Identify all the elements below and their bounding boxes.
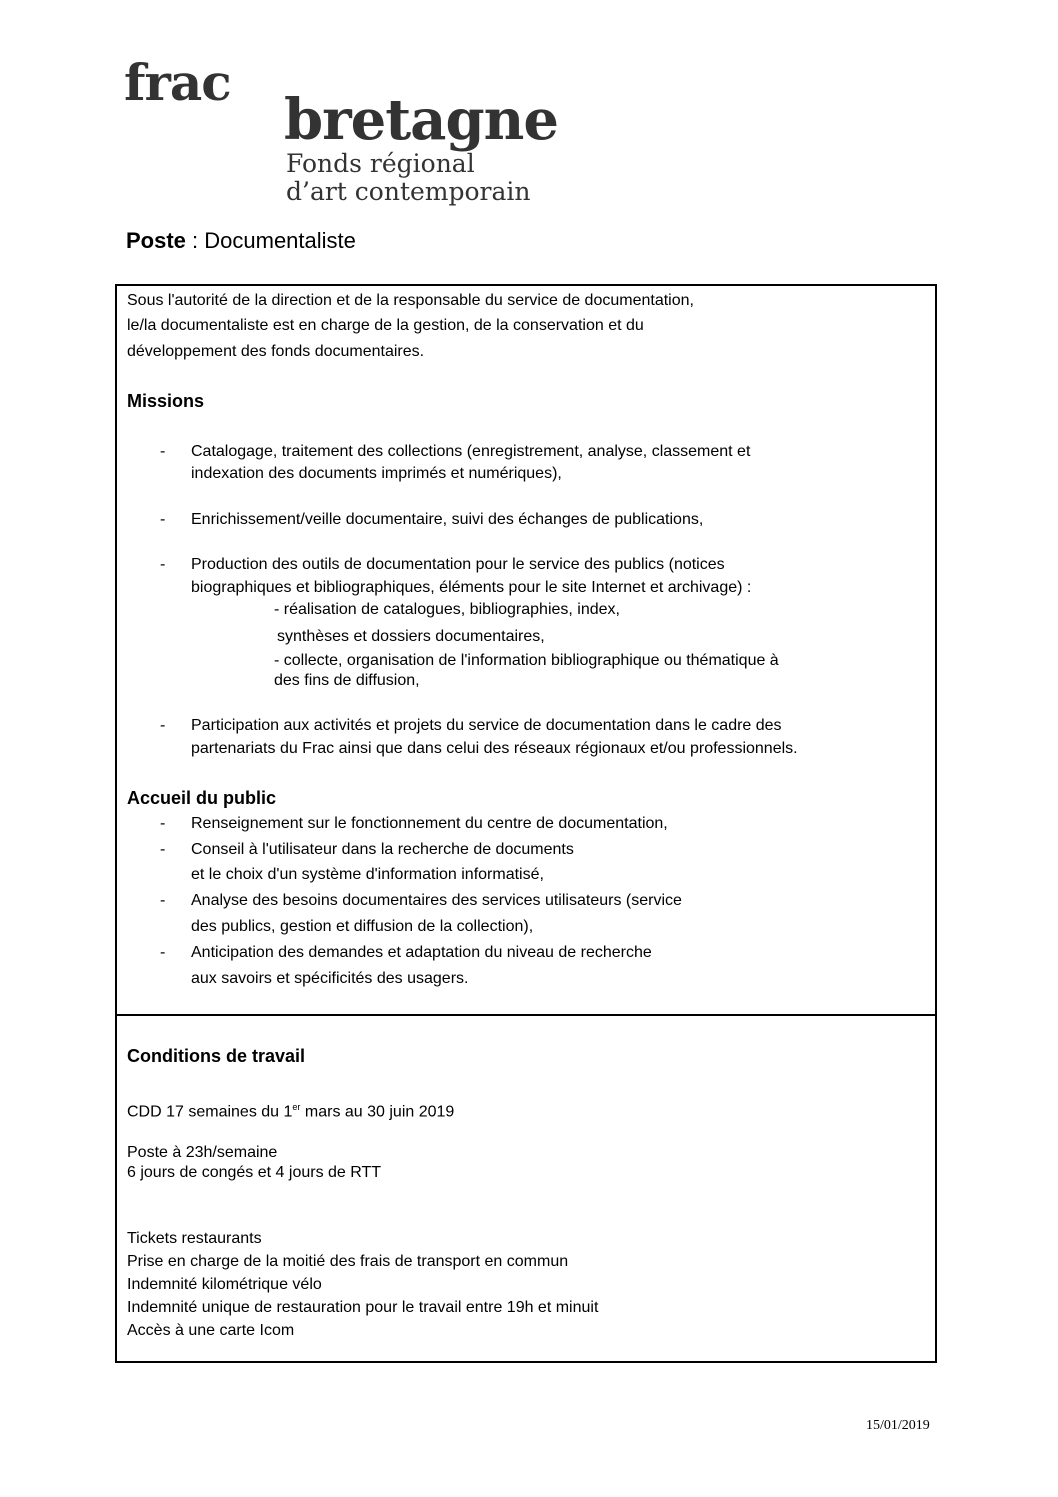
mission-line: partenariats du Frac ainsi que dans celui des réseaux régionaux et/ou professionnels.	[191, 740, 798, 757]
mission-subline: des fins de diffusion,	[274, 672, 420, 689]
accueil-line: Analyse des besoins documentaires des services utilisateurs (service	[191, 892, 682, 909]
mission-subline: - réalisation de catalogues, bibliographies, index,	[274, 601, 620, 618]
accueil-heading: Accueil du public	[127, 788, 277, 808]
job-description-box	[115, 284, 937, 1363]
bullet: -	[160, 556, 166, 573]
mission-line: Participation aux activités et projets du service de documentation dans le cadre des	[191, 717, 782, 734]
conditions-heading: Conditions de travail	[127, 1046, 306, 1066]
mission-subline: synthèses et dossiers documentaires,	[277, 628, 545, 645]
missions-heading: Missions	[127, 391, 205, 411]
accueil-line: Conseil à l'utilisateur dans la recherche de documents	[191, 841, 574, 858]
intro-line: développement des fonds documentaires.	[127, 343, 425, 360]
contract-sup: er	[292, 1102, 301, 1112]
bullet: -	[160, 841, 166, 858]
contract-text: CDD 17 semaines du 1	[127, 1103, 293, 1121]
mission-subline: - collecte, organisation de l'information bibliographique ou thématique à	[274, 652, 779, 669]
accueil-line: et le choix d'un système d'information informatisé,	[191, 866, 544, 883]
page-title	[126, 228, 356, 254]
intro-line: le/la documentaliste est en charge de la gestion, de la conservation et du	[127, 317, 644, 334]
accueil-line: Anticipation des demandes et adaptation du niveau de recherche	[191, 944, 652, 961]
bullet: -	[160, 944, 166, 961]
logo-frac: frac	[124, 53, 231, 112]
benefit-line: Tickets restaurants	[127, 1230, 262, 1247]
accueil-line: Renseignement sur le fonctionnement du centre de documentation,	[191, 815, 668, 832]
post-separator: :	[185, 228, 205, 253]
bullet: -	[160, 815, 166, 832]
bullet: -	[160, 717, 166, 734]
bullet: -	[160, 511, 166, 528]
benefit-line: Accès à une carte Icom	[127, 1322, 295, 1339]
description-section	[117, 286, 935, 1016]
mission-line: indexation des documents imprimés et numériques),	[191, 465, 562, 482]
leave-line: 6 jours de congés et 4 jours de RTT	[127, 1164, 382, 1181]
benefit-line: Prise en charge de la moitié des frais de transport en commun	[127, 1253, 569, 1270]
benefit-line: Indemnité kilométrique vélo	[127, 1276, 322, 1293]
benefit-line: Indemnité unique de restauration pour le travail entre 19h et minuit	[127, 1299, 599, 1316]
conditions-section	[117, 1016, 935, 1361]
contract-line	[127, 1098, 454, 1121]
mission-line: biographiques et bibliographiques, éléments pour le site Internet et archivage) :	[191, 579, 752, 596]
logo-subtitle-1: Fonds régional	[286, 149, 475, 178]
post-name: Documentaliste	[204, 228, 356, 253]
accueil-line: aux savoirs et spécificités des usagers.	[191, 970, 469, 987]
bullet: -	[160, 892, 166, 909]
logo-bretagne: bretagne	[284, 87, 558, 153]
logo-subtitle-2: d’art contemporain	[286, 177, 531, 206]
mission-line: Enrichissement/veille documentaire, suivi des échanges de publications,	[191, 511, 704, 528]
accueil-line: des publics, gestion et diffusion de la collection),	[191, 918, 534, 935]
contract-text: mars au 30 juin 2019	[300, 1103, 455, 1121]
hours-line: Poste à 23h/semaine	[127, 1144, 278, 1161]
mission-line: Catalogage, traitement des collections (enregistrement, analyse, classement et	[191, 443, 751, 460]
bullet: -	[160, 443, 166, 460]
intro-line: Sous l'autorité de la direction et de la responsable du service de documentation,	[127, 292, 694, 309]
post-label: Poste	[126, 228, 186, 253]
mission-line: Production des outils de documentation pour le service des publics (notices	[191, 556, 725, 573]
footer-date: 15/01/2019	[866, 1418, 930, 1433]
